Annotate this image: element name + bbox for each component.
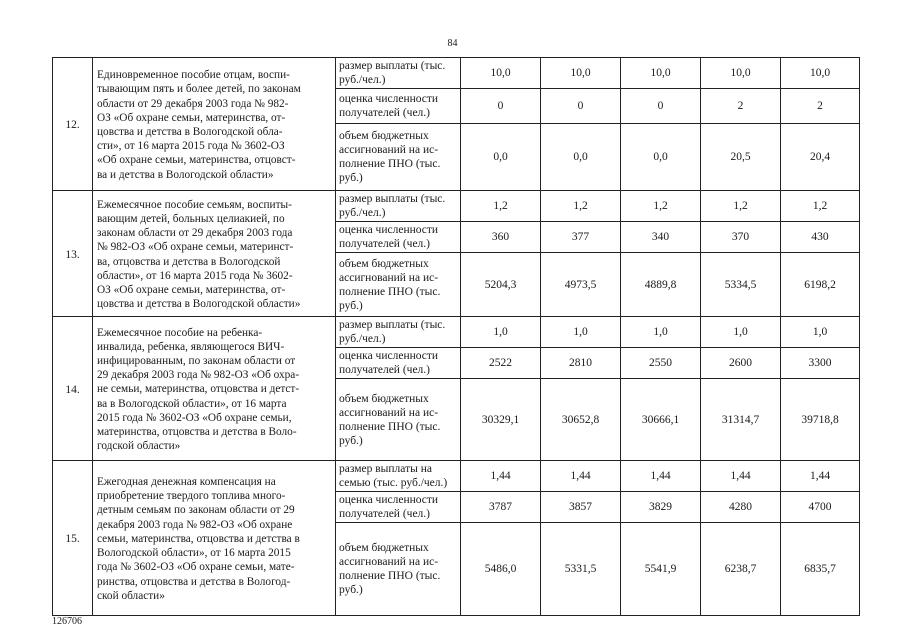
value-cell: 0,0 — [541, 124, 621, 191]
description-line: Вологодской области», от 16 марта 2015 — [97, 547, 291, 560]
value-cell: 1,2 — [621, 191, 701, 222]
value-cell: 2 — [781, 89, 860, 124]
parameter-line: руб.) — [339, 299, 363, 312]
value-cell: 430 — [781, 222, 860, 253]
value-cell: 10,0 — [701, 58, 781, 89]
description-line: декабря 2003 года № 982-ОЗ «Об охране — [97, 518, 293, 531]
description-line: года № 3602-ОЗ «Об охране семьи, мате- — [97, 561, 295, 574]
document-id: 126706 — [52, 616, 82, 627]
parameter-line: размер выплаты (тыс. — [339, 319, 446, 331]
parameter-line: объем бюджетных — [339, 130, 429, 142]
parameter-label — [336, 191, 461, 222]
description-line: 2015 года № 3602-ОЗ «Об охране семьи, — [97, 411, 292, 424]
description-line: не семьи, материнства, отцовства и детст- — [97, 383, 300, 396]
value-cell: 360 — [461, 222, 541, 253]
value-cell: 6238,7 — [701, 523, 781, 616]
description-line: № 982-ОЗ «Об охране семьи, материнст- — [97, 241, 294, 254]
parameter-line: руб.) — [339, 584, 363, 596]
parameter-label — [336, 124, 461, 191]
value-cell: 3857 — [541, 492, 621, 523]
parameter-label — [336, 89, 461, 124]
parameter-line: объем бюджетных — [339, 542, 429, 554]
parameter-line: оценка численности — [339, 350, 439, 362]
parameter-line: семью (тыс. руб./чел.) — [339, 477, 448, 489]
description-line: «Об охране семьи, материнства, отцовст- — [97, 154, 296, 167]
value-cell: 2522 — [461, 348, 541, 379]
description-line: цовства и детства в Вологодской области» — [97, 298, 301, 311]
parameter-label — [336, 461, 461, 492]
value-cell: 2550 — [621, 348, 701, 379]
parameter-line: руб./чел.) — [339, 207, 386, 219]
value-cell: 3787 — [461, 492, 541, 523]
value-cell: 377 — [541, 222, 621, 253]
parameter-line: ассигнований на ис- — [339, 556, 439, 568]
parameter-line: получателей (чел.) — [339, 364, 430, 376]
value-cell: 2600 — [701, 348, 781, 379]
parameter-line: оценка численности — [339, 224, 439, 236]
parameter-line: размер выплаты (тыс. — [339, 193, 446, 205]
description-line: вающим детей, больных целиакией, по — [97, 212, 285, 225]
value-cell: 1,44 — [621, 461, 701, 492]
description-line: Ежемесячное пособие на ребенка- — [97, 326, 263, 339]
value-cell: 5541,9 — [621, 523, 701, 616]
parameter-line: полнение ПНО (тыс. — [339, 570, 441, 582]
value-cell: 20,5 — [701, 124, 781, 191]
description-line: материнства, отцовства и детства в Воло- — [97, 426, 297, 438]
page-number: 84 — [447, 38, 458, 49]
value-cell: 1,0 — [461, 317, 541, 348]
value-cell: 31314,7 — [701, 379, 781, 461]
description-line: ва в Вологодской области», от 16 марта — [97, 397, 287, 410]
description-line: ской области» — [97, 589, 165, 602]
value-cell: 0 — [541, 89, 621, 124]
value-cell: 30666,1 — [621, 379, 701, 461]
row-number: 14. — [53, 317, 93, 461]
table-row — [53, 461, 860, 492]
value-cell: 1,0 — [781, 317, 860, 348]
measure-description — [93, 191, 336, 317]
parameter-label — [336, 523, 461, 616]
parameter-line: получателей (чел.) — [339, 238, 430, 250]
parameter-line: ассигнований на ис- — [339, 144, 439, 156]
value-cell: 4280 — [701, 492, 781, 523]
row-number: 15. — [53, 461, 93, 616]
parameter-line: руб.) — [339, 172, 363, 184]
value-cell: 20,4 — [781, 124, 860, 191]
value-cell: 2810 — [541, 348, 621, 379]
value-cell: 370 — [701, 222, 781, 253]
parameter-line: объем бюджетных — [339, 392, 429, 405]
parameter-label — [336, 348, 461, 379]
description-line: 29 декабря 2003 года № 982-ОЗ «Об охра- — [97, 369, 300, 382]
description-line: сти», от 16 марта 2015 года № 3602-ОЗ — [97, 140, 285, 153]
parameter-label — [336, 58, 461, 89]
description-line: области», от 16 марта 2015 года № 3602- — [97, 269, 293, 282]
parameter-line: ассигнований на ис- — [339, 271, 439, 284]
value-cell: 39718,8 — [781, 379, 860, 461]
table-row — [53, 317, 860, 348]
value-cell: 6835,7 — [781, 523, 860, 616]
value-cell: 4973,5 — [541, 253, 621, 317]
value-cell: 0 — [621, 89, 701, 124]
description-line: Ежемесячное пособие семьям, воспиты- — [97, 198, 292, 211]
parameter-line: размер выплаты (тыс. — [339, 60, 446, 72]
value-cell: 1,2 — [701, 191, 781, 222]
description-line: ва и детства в Вологодской области» — [97, 168, 274, 181]
measure-description — [93, 58, 336, 191]
parameter-label — [336, 492, 461, 523]
parameter-line: получателей (чел.) — [339, 107, 430, 119]
parameter-line: руб./чел.) — [339, 74, 386, 86]
parameter-label — [336, 253, 461, 317]
description-line: цовства и детства в Вологодской обла- — [97, 126, 283, 138]
description-line: ОЗ «Об охране семьи, материнства, от- — [97, 283, 286, 296]
value-cell: 30652,8 — [541, 379, 621, 461]
parameter-line: объем бюджетных — [339, 257, 429, 270]
value-cell: 30329,1 — [461, 379, 541, 461]
value-cell: 1,0 — [541, 317, 621, 348]
value-cell: 5334,5 — [701, 253, 781, 317]
description-line: приобретение твердого топлива много- — [97, 490, 286, 503]
parameter-line: полнение ПНО (тыс. — [339, 285, 441, 298]
description-line: годской области» — [97, 440, 181, 453]
value-cell: 1,2 — [781, 191, 860, 222]
description-line: ва, отцовства и детства в Вологодской — [97, 255, 281, 268]
value-cell: 10,0 — [541, 58, 621, 89]
description-line: законам области от 29 декабря 2003 года — [97, 227, 293, 240]
row-number: 13. — [53, 191, 93, 317]
parameter-line: ассигнований на ис- — [339, 406, 439, 419]
measures-table — [52, 57, 860, 616]
parameter-line: полнение ПНО (тыс. — [339, 420, 441, 433]
value-cell: 4700 — [781, 492, 860, 523]
value-cell: 10,0 — [781, 58, 860, 89]
description-line: тывающим пять и более детей, по законам — [97, 83, 301, 96]
value-cell: 3829 — [621, 492, 701, 523]
value-cell: 1,44 — [701, 461, 781, 492]
parameter-line: полнение ПНО (тыс. — [339, 158, 441, 170]
table-row — [53, 58, 860, 89]
parameter-line: руб.) — [339, 434, 363, 447]
parameter-line: размер выплаты на — [339, 463, 432, 475]
description-line: инвалида, ребенка, являющегося ВИЧ- — [97, 340, 285, 353]
value-cell: 1,2 — [541, 191, 621, 222]
value-cell: 1,0 — [701, 317, 781, 348]
description-line: ринства, отцовства и детства в Вологод- — [97, 575, 291, 588]
description-line: Ежегодная денежная компенсация на — [97, 476, 276, 489]
measure-description — [93, 461, 336, 616]
parameter-label — [336, 379, 461, 461]
value-cell: 10,0 — [621, 58, 701, 89]
value-cell: 0 — [461, 89, 541, 124]
parameter-line: руб./чел.) — [339, 333, 386, 345]
value-cell: 5204,3 — [461, 253, 541, 317]
parameter-line: получателей (чел.) — [339, 508, 430, 520]
row-number: 12. — [53, 58, 93, 191]
value-cell: 340 — [621, 222, 701, 253]
value-cell: 2 — [701, 89, 781, 124]
value-cell: 5486,0 — [461, 523, 541, 616]
value-cell: 1,44 — [461, 461, 541, 492]
description-line: детным семьям по законам области от 29 — [97, 504, 295, 517]
parameter-label — [336, 317, 461, 348]
value-cell: 4889,8 — [621, 253, 701, 317]
value-cell: 1,0 — [621, 317, 701, 348]
description-line: инфицированным, по законам области от — [97, 354, 296, 367]
value-cell: 6198,2 — [781, 253, 860, 317]
value-cell: 10,0 — [461, 58, 541, 89]
measure-description — [93, 317, 336, 461]
description-line: Единовременное пособие отцам, воспи- — [97, 69, 290, 82]
value-cell: 5331,5 — [541, 523, 621, 616]
value-cell: 1,2 — [461, 191, 541, 222]
table-row — [53, 191, 860, 222]
value-cell: 0,0 — [461, 124, 541, 191]
description-line: области от 29 декабря 2003 года № 982- — [97, 97, 289, 110]
parameter-line: оценка численности — [339, 494, 439, 506]
value-cell: 0,0 — [621, 124, 701, 191]
description-line: семьи, материнства, отцовства и детства в — [97, 532, 300, 545]
value-cell: 1,44 — [541, 461, 621, 492]
value-cell: 3300 — [781, 348, 860, 379]
parameter-label — [336, 222, 461, 253]
description-line: ОЗ «Об охране семьи, материнства, от- — [97, 111, 286, 124]
parameter-line: оценка численности — [339, 93, 439, 105]
value-cell: 1,44 — [781, 461, 860, 492]
